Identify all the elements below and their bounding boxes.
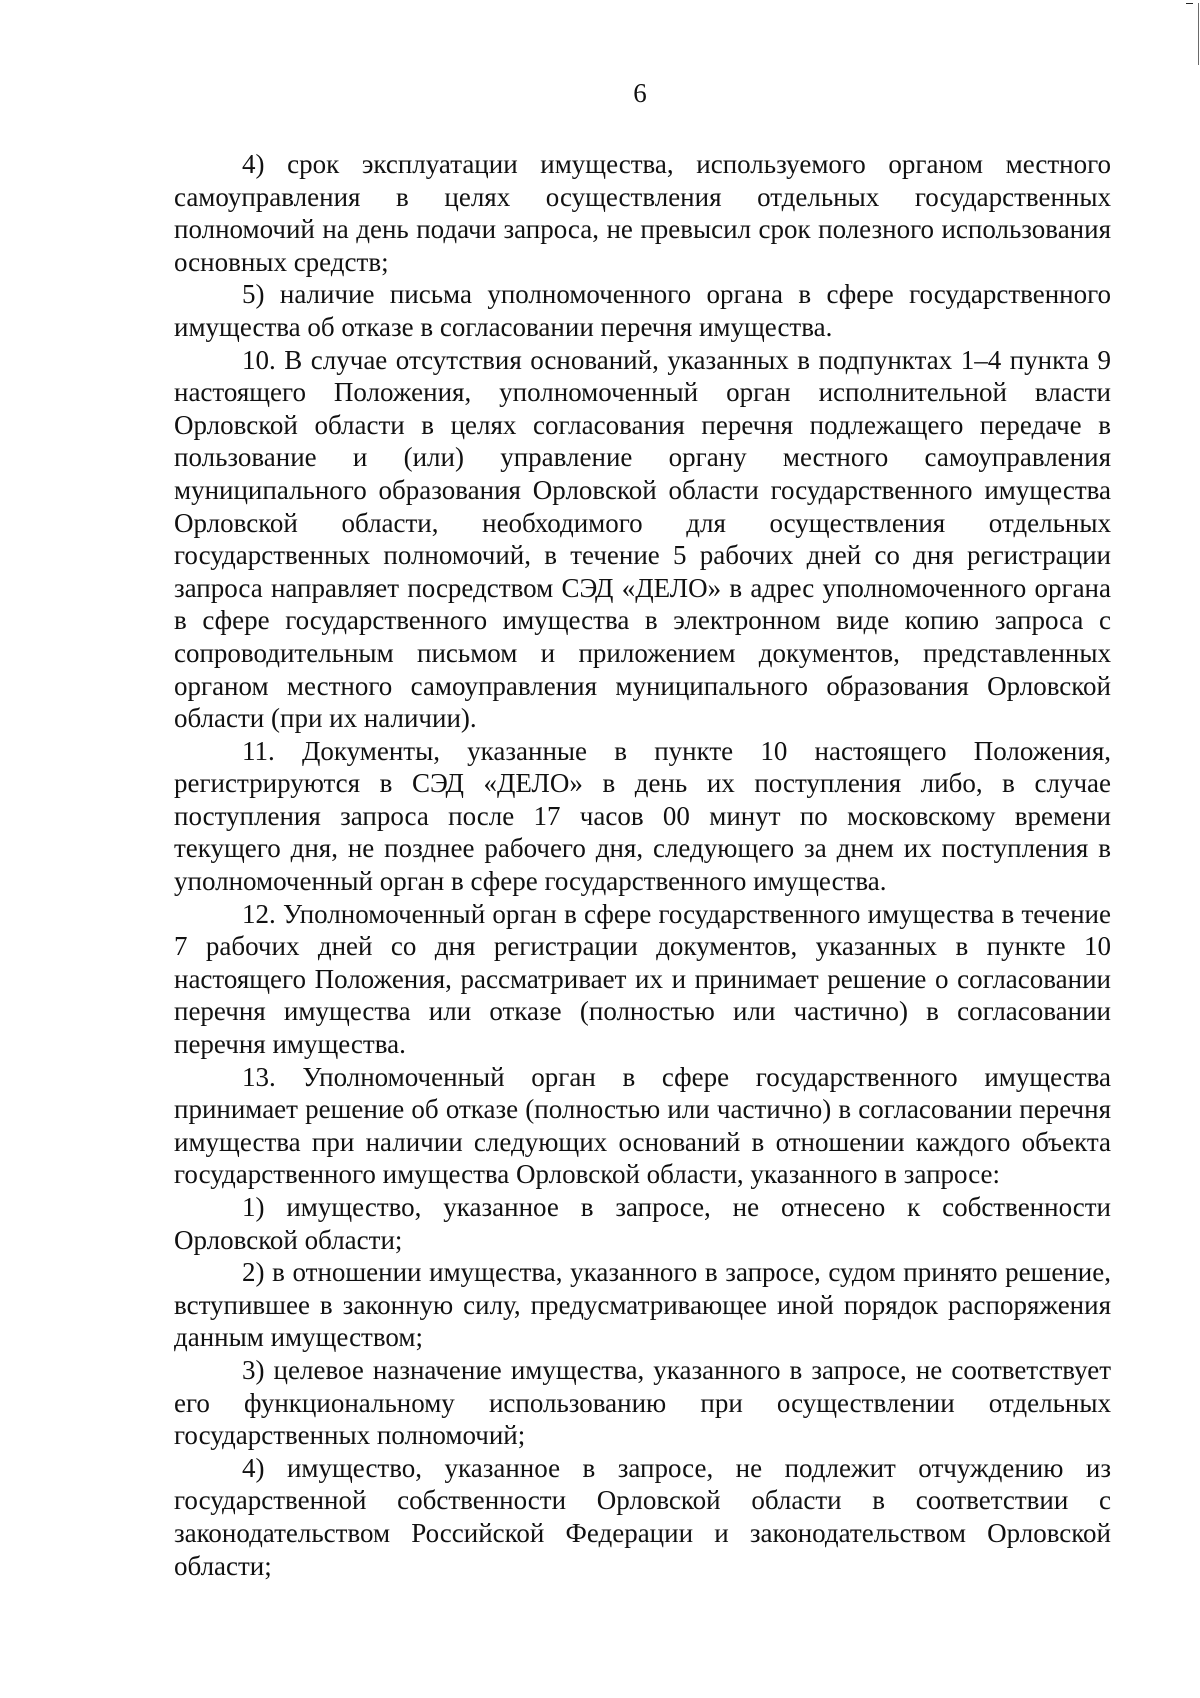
paragraph-13-item-3: 3) целевое назначение имущества, указанного в запросе, не соответствует его функциональному использованию при осуществлении отдельных государственных полномочий;: [174, 1354, 1111, 1451]
scan-edge-tick: [1186, 3, 1193, 4]
paragraph-13-item-2: 2) в отношении имущества, указанного в запросе, судом принято решение, вступившее в законную силу, предусматривающее иной порядок распоряжения данным имуществом;: [174, 1257, 1111, 1353]
paragraph-10-no-grounds: 10. В случае отсутствия оснований, указанных в подпунктах 1–4 пункта 9 настоящего Положения, уполномоченный орган исполнительной власти Орловской области в целях согласования перечня подлежащего передаче в пользование и (или) управление органу местного самоуправления муниципального образования Орловской области государственного имущества Орловской области, необходимого для осуществления отдельных государственных полномочий, в течение 5 рабочих дней со дня регистрации запроса направляет посредством СЭД «ДЕЛО» в адрес уполномоченного органа в сфере государственного имущества в электронном виде копию запроса с сопроводительным письмом и приложением документов, представленных органом местного самоуправления муниципального образования Орловской области (при их наличии).: [174, 344, 1111, 734]
document-body: [174, 148, 1111, 1582]
page-number: 6: [633, 78, 647, 108]
paragraph-13-item-1: 1) имущество, указанное в запросе, не отнесено к собственности Орловской области;: [174, 1192, 1111, 1255]
paragraph-12-review: 12. Уполномоченный орган в сфере государственного имущества в течение 7 рабочих дней со дня регистрации документов, указанных в пункте 10 настоящего Положения, рассматривает их и принимает решение о согласовании перечня имущества или отказе (полностью или частично) в согласовании перечня имущества.: [174, 898, 1111, 1060]
paragraph-11-registration: 11. Документы, указанные в пункте 10 настоящего Положения, регистрируются в СЭД «ДЕЛО» в день их поступления либо, в случае поступления запроса после 17 часов 00 минут по московскому времени текущего дня, не позднее рабочего дня, следующего за днем их поступления в уполномоченный орган в сфере государственного имущества.: [174, 735, 1111, 897]
scan-edge-line: [1198, 3, 1199, 65]
paragraph-13-refusal-grounds: 13. Уполномоченный орган в сфере государственного имущества принимает решение об отказе (полностью или частично) в согласовании перечня имущества при наличии следующих оснований в отношении каждого объекта государственного имущества Орловской области, указанного в запросе:: [174, 1061, 1111, 1190]
scan-edge-mark: [1192, 0, 1200, 80]
paragraph-5-refusal-letter: 5) наличие письма уполномоченного органа в сфере государственного имущества об отказе в согласовании перечня имущества.: [174, 279, 1111, 342]
paragraph-13-item-4: 4) имущество, указанное в запросе, не подлежит отчуждению из государственной собственности Орловской области в соответствии с законодательством Российской Федерации и законодательством Орловской области;: [174, 1452, 1111, 1581]
paragraph-4-service-life: 4) срок эксплуатации имущества, используемого органом местного самоуправления в целях осуществления отдельных государственных полномочий на день подачи запроса, не превысил срок полезного использования основных средств;: [174, 149, 1111, 277]
